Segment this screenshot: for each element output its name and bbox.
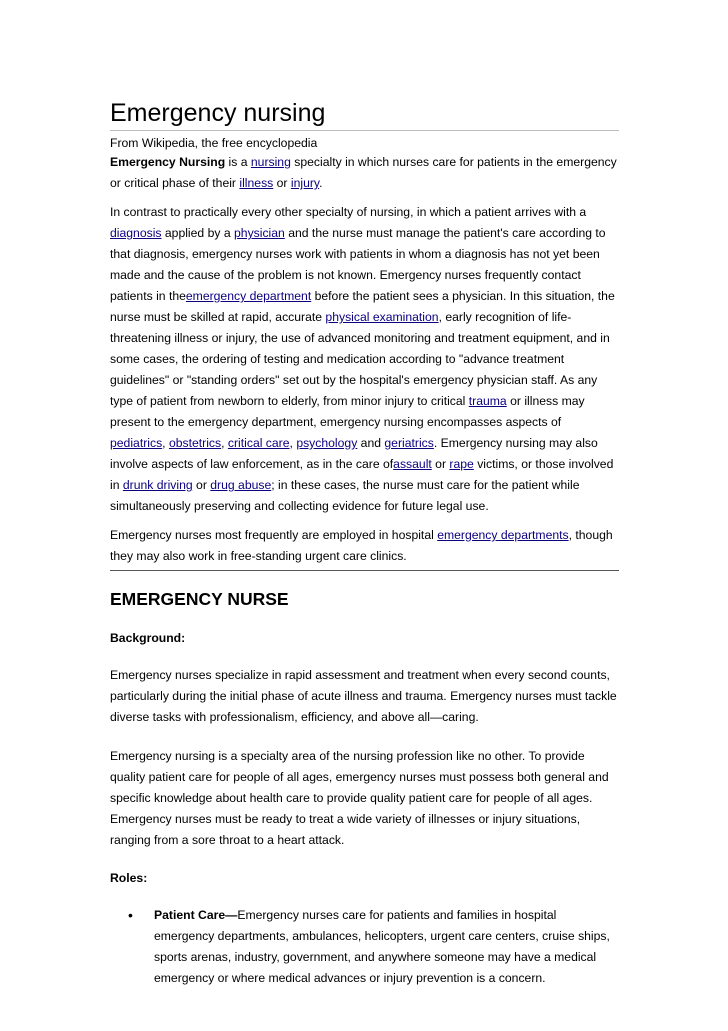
- paragraph-text: ,: [221, 436, 228, 450]
- link-illness[interactable]: illness: [239, 176, 274, 190]
- paragraph-text: . Emergency nursing may also involve aspects of law enforcement, as in the care of: [110, 436, 598, 471]
- paragraph-text: In contrast to practically every other specialty of nursing, in which a patient arrives with a: [110, 205, 587, 219]
- link-rape[interactable]: rape: [449, 457, 474, 471]
- lede-text: specialty in which nurses care for patients in the emergency or critical phase of their: [110, 155, 617, 190]
- paragraph-text: before the patient sees a physician. In this situation, the nurse must be skilled at rapid, accurate: [110, 289, 615, 324]
- roles-list: [110, 905, 619, 989]
- paragraph-text: victims, or those involved in: [110, 457, 614, 492]
- link-physical-examination[interactable]: physical examination: [325, 310, 439, 324]
- role-label: Patient Care—: [154, 908, 238, 922]
- background-paragraph-2: Emergency nursing is a specialty area of the nursing profession like no other. To provide quality patient care for people of all ages, emergency nurses must possess both general and specific knowledge about health care to provide quality patient care for people of all ages. Emergency nurses must be ready to treat a wide variety of illnesses or injury situations, ranging from a sore throat to a heart attack.: [110, 749, 609, 847]
- background-heading: Background:: [110, 631, 186, 645]
- roles-heading: Roles:: [110, 871, 148, 885]
- bullet-icon: •: [128, 907, 133, 923]
- employment-paragraph: [110, 525, 619, 571]
- link-emergency-departments[interactable]: emergency departments: [437, 528, 569, 542]
- link-diagnosis[interactable]: diagnosis: [110, 226, 162, 240]
- page-title: Emergency nursing: [110, 96, 619, 131]
- link-physician[interactable]: physician: [234, 226, 285, 240]
- paragraph-text: ; in these cases, the nurse must care for the patient while simultaneously preserving and collecting evidence for future legal use.: [110, 478, 580, 513]
- link-trauma[interactable]: trauma: [468, 394, 507, 408]
- role-text: Emergency nurses care for patients and families in hospital emergency departments, ambulances, helicopters, urgent care centers, cruise ships, sports arenas, industry, government, and anywhere someone may have a medical emergency or where medical advances or injury prevention is a concern.: [154, 908, 610, 985]
- paragraph-text: , though they may also work in free-standing urgent care clinics.: [110, 528, 613, 563]
- link-assault[interactable]: assault: [393, 457, 432, 471]
- paragraph-text: or: [431, 457, 450, 471]
- article: [110, 96, 619, 989]
- link-critical-care[interactable]: critical care: [227, 436, 290, 450]
- paragraph-text: or: [192, 478, 211, 492]
- lede-paragraph: [110, 152, 619, 194]
- lede-text: is a: [225, 155, 251, 169]
- lede-text: .: [319, 176, 323, 190]
- lede-bold-term: Emergency Nursing: [110, 155, 226, 169]
- paragraph-text: , early recognition of life-threatening illness or injury, the use of advanced monitoring and treatment equipment, and in some cases, the ordering of testing and medication according to "advance treatment guidelines" or "standing orders" set out by the hospital's emergency physician staff. As any type of patient from newborn to elderly, from minor injury to critical: [110, 310, 610, 408]
- list-item: [110, 905, 619, 989]
- lede-text: or: [273, 176, 291, 190]
- link-injury[interactable]: injury: [290, 176, 320, 190]
- section-title: EMERGENCY NURSE: [110, 589, 289, 609]
- background-paragraph-1: Emergency nurses specialize in rapid assessment and treatment when every second counts, particularly during the initial phase of acute illness and trauma. Emergency nurses must tackle diverse tasks with professionalism, efficiency, and above all—caring.: [110, 668, 617, 724]
- link-pediatrics[interactable]: pediatrics: [110, 436, 163, 450]
- paragraph-text: applied by a: [161, 226, 235, 240]
- link-geriatrics[interactable]: geriatrics: [384, 436, 434, 450]
- contrast-paragraph: [110, 202, 619, 517]
- paragraph-text: ,: [289, 436, 297, 450]
- link-emergency-department[interactable]: emergency department: [185, 289, 312, 303]
- paragraph-text: ,: [162, 436, 169, 450]
- link-nursing[interactable]: nursing: [250, 155, 291, 169]
- paragraph-text: and the nurse must manage the patient's care according to that diagnosis, emergency nurses work with patients in whom a diagnosis has not yet been made and the cause of the problem is not known. Emergency nurses frequently contact patients in the: [110, 226, 606, 303]
- link-drug-abuse[interactable]: drug abuse: [210, 478, 272, 492]
- link-drunk-driving[interactable]: drunk driving: [122, 478, 193, 492]
- link-psychology[interactable]: psychology: [296, 436, 358, 450]
- paragraph-text: Emergency nurses most frequently are employed in hospital: [110, 528, 438, 542]
- paragraph-text: and: [357, 436, 385, 450]
- paragraph-text: or illness may present to the emergency department, emergency nursing encompasses aspects of: [110, 394, 585, 429]
- page-subtitle: From Wikipedia, the free encyclopedia: [110, 136, 318, 150]
- link-obstetrics[interactable]: obstetrics: [168, 436, 222, 450]
